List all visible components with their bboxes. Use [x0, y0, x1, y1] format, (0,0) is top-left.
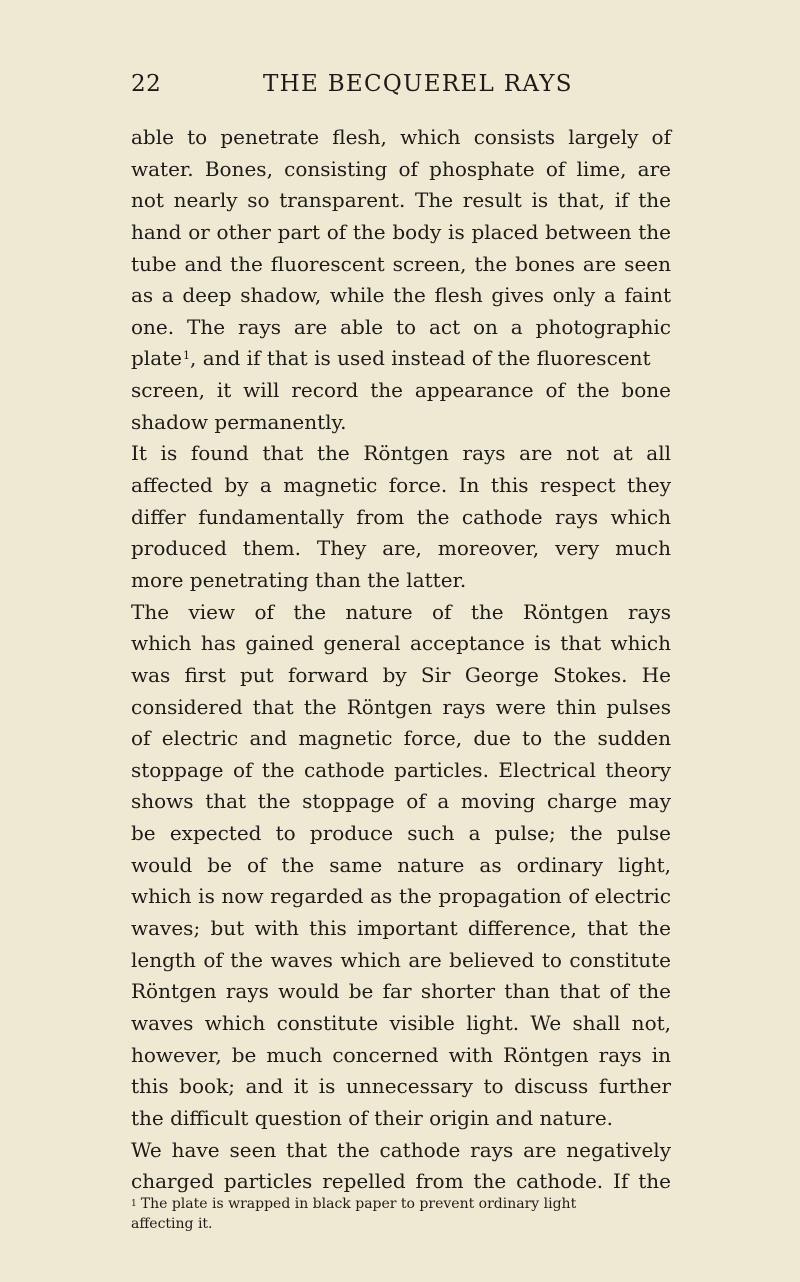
running-title: THE BECQUEREL RAYS [263, 71, 573, 97]
text-line: the difficult question of their origin and nature. [131, 1105, 614, 1130]
text-fragment: plate [131, 346, 182, 371]
footnote-line: affecting it. [131, 1216, 213, 1232]
text-line: one. The rays are able to act on a photographic [131, 314, 671, 339]
text-line: waves which constitute visible light. We shall not, [131, 1010, 671, 1035]
text-line: as a deep shadow, while the flesh gives only a faint [131, 283, 671, 308]
text-line: Röntgen rays would be far shorter than that of the [131, 979, 671, 1004]
text-line: water. Bones, consisting of phosphate of lime, are [131, 156, 671, 181]
text-line: shadow permanently. [131, 409, 347, 434]
text-line: We have seen that the cathode rays are negatively [131, 1137, 671, 1162]
text-line: be expected to produce such a pulse; the pulse [131, 821, 671, 846]
text-line: length of the waves which are believed to constitute [131, 947, 671, 972]
text-line: considered that the Röntgen rays were thin pulses [131, 694, 671, 719]
text-line: stoppage of the cathode particles. Electrical theory [131, 757, 671, 782]
text-line: more penetrating than the latter. [131, 567, 467, 592]
footnote-marker: 1 [131, 1199, 137, 1209]
text-line: not nearly so transparent. The result is that, if the [131, 188, 671, 213]
text-line: this book; and it is unnecessary to discuss further [131, 1074, 671, 1099]
body-text [131, 122, 671, 1198]
footnote-line [131, 1194, 671, 1214]
footnote-text: The plate is wrapped in black paper to prevent ordinary light [140, 1196, 577, 1212]
text-line-with-footnote-ref [131, 343, 671, 375]
text-line: It is found that the Röntgen rays are not at all [131, 441, 671, 466]
text-fragment: , and if that is used instead of the fluorescent [190, 346, 651, 371]
text-line: The view of the nature of the Röntgen rays [131, 599, 671, 624]
page-number: 22 [131, 71, 162, 97]
text-line: screen, it will record the appearance of the bone [131, 378, 671, 403]
text-line: produced them. They are, moreover, very much [131, 536, 671, 561]
footnote [131, 1194, 671, 1234]
text-line: affected by a magnetic force. In this respect they [131, 473, 671, 498]
text-line: shows that the stoppage of a moving charge may [131, 789, 671, 814]
text-line: would be of the same nature as ordinary light, [131, 852, 671, 877]
text-line: which has gained general acceptance is that which [131, 631, 671, 656]
text-line: however, be much concerned with Röntgen rays in [131, 1042, 671, 1067]
page-header [131, 69, 671, 105]
text-line: hand or other part of the body is placed between the [131, 219, 671, 244]
text-line: tube and the fluorescent screen, the bones are seen [131, 251, 671, 276]
text-line: charged particles repelled from the cathode. If the [131, 1169, 671, 1194]
footnote-reference: 1 [183, 349, 190, 363]
text-line: of electric and magnetic force, due to the sudden [131, 726, 671, 751]
text-line: differ fundamentally from the cathode rays which [131, 504, 671, 529]
text-line: able to penetrate flesh, which consists largely of [131, 125, 671, 149]
text-line: waves; but with this important difference, that the [131, 916, 671, 941]
text-line: was first put forward by Sir George Stokes. He [131, 662, 671, 687]
text-line: which is now regarded as the propagation of electric [131, 884, 671, 909]
